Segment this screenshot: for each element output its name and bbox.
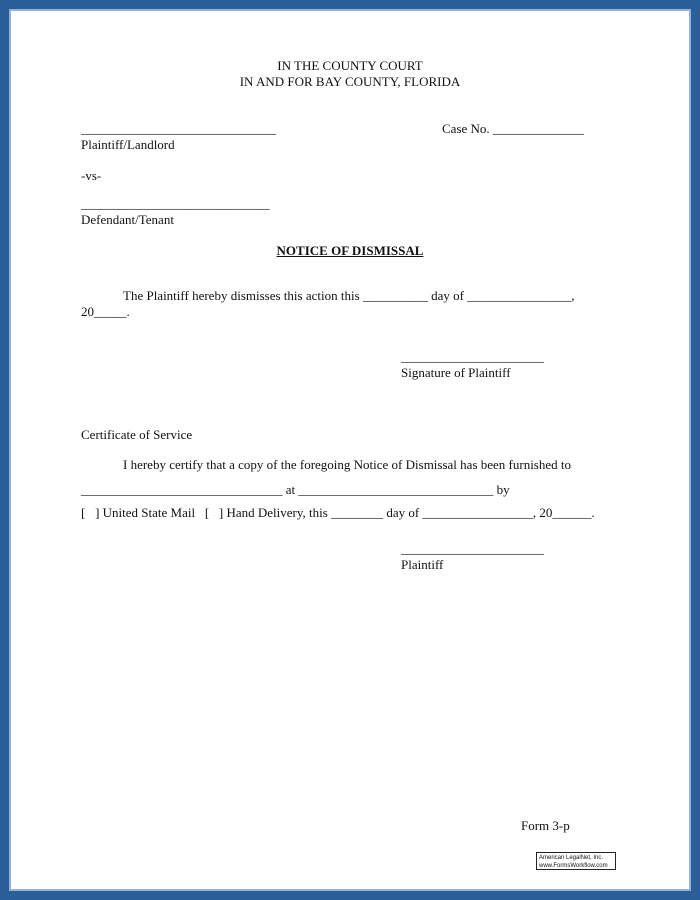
plaintiff-signature-blank[interactable]: ______________________ [401, 349, 544, 364]
form-number: Form 3-p [521, 818, 570, 833]
plaintiff-name-blank[interactable]: ______________________________ [81, 121, 276, 136]
defendant-label: Defendant/Tenant [81, 212, 174, 227]
publisher-website: www.FormsWorkflow.com [539, 863, 608, 869]
delivery-method-line[interactable]: [ ] United State Mail [ ] Hand Delivery, this ________ day of _________________, 20______. [81, 505, 595, 520]
plaintiff-label: Plaintiff/Landlord [81, 137, 175, 152]
dismissal-sentence[interactable]: The Plaintiff hereby dismisses this action this __________ day of ________________, [123, 288, 575, 303]
court-line-2: IN AND FOR BAY COUNTY, FLORIDA [239, 74, 461, 89]
dismissal-year-line[interactable]: 20_____. [81, 304, 130, 319]
case-number-field[interactable]: Case No. ______________ [442, 121, 584, 136]
signature-label: Signature of Plaintiff [401, 365, 511, 380]
publisher-badge [536, 852, 616, 870]
service-recipient-line[interactable]: _______________________________ at ______________________________ by [81, 482, 510, 497]
service-plaintiff-label: Plaintiff [401, 557, 444, 572]
publisher-name: American LegalNet, Inc. [539, 855, 604, 861]
defendant-name-blank[interactable]: _____________________________ [81, 196, 270, 211]
service-signature-blank[interactable]: ______________________ [401, 541, 544, 556]
document-title: NOTICE OF DISMISSAL [276, 243, 424, 258]
certificate-heading: Certificate of Service [81, 427, 193, 442]
certification-sentence: I hereby certify that a copy of the foregoing Notice of Dismissal has been furnished to [123, 457, 571, 472]
court-line-1: IN THE COUNTY COURT [277, 58, 423, 73]
versus-label: -vs- [81, 168, 102, 183]
